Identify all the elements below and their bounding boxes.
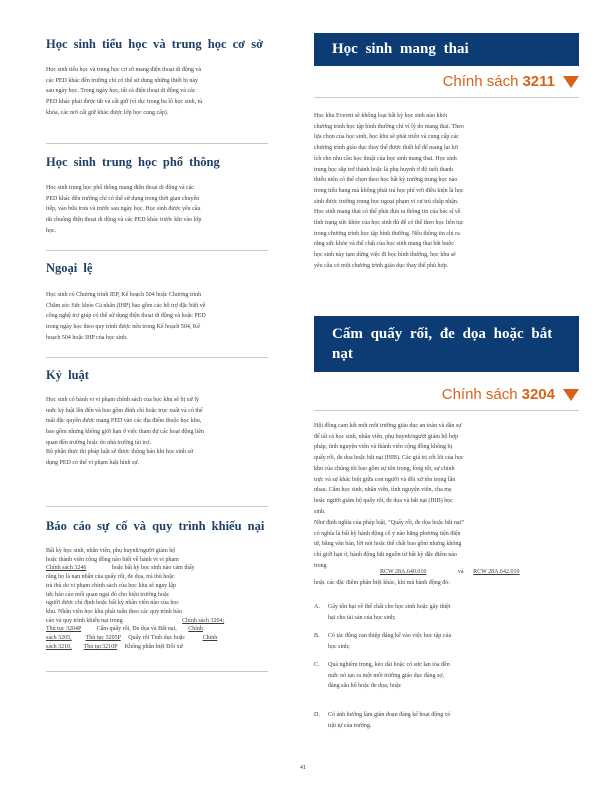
policy-3204-label: Chính sách 3204 — [314, 386, 579, 404]
divider — [46, 250, 268, 251]
divider — [46, 143, 268, 144]
heading-incident-reporting: Báo cáo sự cố và quy trình khiếu nại — [46, 519, 265, 533]
link-procedure-3204p[interactable]: Thủ tục 3204P — [46, 626, 82, 633]
link-policy-3205[interactable]: Chính — [188, 626, 203, 633]
link-procedure-3210p[interactable]: Thủ tục3210P — [83, 643, 118, 650]
discipline-text-2: Bộ phận thực thi pháp luật sẽ được thông báo khi học sinh sử dụng PED có thể vi phạm luật hình sự. — [46, 449, 194, 466]
policy-3211-label: Chính sách 3211 — [314, 73, 579, 91]
heading-primary-middle-school: Học sinh tiểu học và trung học cơ sở — [46, 37, 264, 51]
high-school-text: Học sinh trung học phổ thông mang điện thoại di động và các PED khác đến trường chỉ có thể sử dụng trong thời gian chuyển tiếp, vào bữa trưa và trước sau ngày học. Học sinh được yêu cầu tắt chuông điện thoại di động và các PED khác trước khi vào lớp học. — [46, 185, 202, 234]
link-rcw-28a-642-010[interactable]: RCW 28A.642.010 — [473, 569, 520, 575]
discipline-text: Học sinh có hành vi vi phạm chính sách của học khu sẽ bị xử lý mức kỷ luật lên đến và bao gồm đình chỉ hoặc trục xuất và có thể mất đặc quyền được mang PED vào các địa điểm thuộc học khu, bao gồm nhưng không giới hạn ở việc tham dự các hoạt động liên quan đến trường hoặc do nhà trường tài trợ. — [46, 397, 204, 446]
link-rcw-28a-640-010[interactable]: RCW 28A.640.010 — [380, 569, 427, 575]
divider — [46, 671, 268, 672]
divider — [314, 410, 579, 411]
link-policy-3246[interactable]: Chính sách 3246 — [46, 565, 87, 572]
triangle-down-icon — [563, 76, 579, 88]
link-procedure-3205p[interactable]: Thủ tục 3205P — [85, 635, 121, 642]
link-policy-3204[interactable]: Chính sách 3204 — [182, 617, 223, 624]
hib-definition-text-2: hoặc các đặc điểm phân biệt khác, khi mà hành động đó: — [314, 580, 450, 586]
exceptions-text: Học sinh có Chương trình IEP, Kế hoạch 504 hoặc Chương trình Chăm sóc Sức khỏe Cá nhân (IHP) bao gồm các hỗ trợ đặc biệt về công nghệ trợ giúp có thể sử dụng điện thoại di động và hoặc PED trong ngày học theo quy trình được nêu trong Kế hoạch 504, Kế hoạch 504 hoặc IHP của học sinh. — [46, 292, 206, 341]
rcw-references: RCW 28A.640.010 và RCW 28A.642.010 — [380, 569, 520, 575]
heading-high-school: Học sinh trung học phổ thông — [46, 155, 220, 169]
banner-pregnant-students: Học sinh mang thai — [314, 33, 579, 66]
hib-definition-text: Như định nghĩa của pháp luật, “Quấy rối, đe dọa hoặc bắt nạt” có nghĩa là bất kỳ hành động cố ý nào bằng phương tiện điện tử, bằng văn bản, lời nói hoặc thể chất bao gồm nhưng không chỉ giới hạn ở, hành động bắt nguồn từ bất kỳ đặc điểm nào trong — [314, 520, 464, 569]
link-policy-3210[interactable]: Chính — [202, 635, 218, 642]
page-number: 41 — [300, 765, 306, 771]
hib-policy-text: Hội đồng cam kết một môi trường giáo dục an toàn và dân sự để tất cả học sinh, nhân viên, phụ huynh/người giám hộ hợp pháp, tình nguyện viên và thành viên cộng đồng không bị quấy rối, đe dọa hoặc bắt nạt (HIB). Các giá trị cốt lõi của học khu của chúng tôi bao gồm sự tôn trọng, lòng tốt, sự chính trực và sự khác biệt giữa con người và đối xử tôn trọng lẫn nhau. Cấm học sinh, nhân viên, tình nguyện viên, cha mẹ hoặc người giám hộ quấy rối, đe dọa và bắt nạt (HIB) học sinh. — [314, 423, 464, 515]
divider — [46, 506, 268, 507]
banner-harassment-intimidation-bullying: Cấm quấy rối, đe dọa hoặc bắt nạt — [314, 316, 579, 372]
divider — [314, 97, 579, 98]
triangle-down-icon — [563, 389, 579, 401]
pregnant-students-text: Học khu Everett sẽ không loại bất kỳ học sinh nào khỏi chương trình học tập bình thường chỉ vì lý do mang thai. Theo lựa chọn của học sinh, học khu sẽ phát triển và cung cấp các chương trình giáo dục thay thế được thiết kế để mang lại lợi ích cho nhu cầu học thuật của học sinh mang thai. Học sinh trung học sắp trở thành hoặc là phụ huynh ở độ tuổi thanh thiếu niên có thể chọn theo học bất kỳ trường trung học nào trong tiểu bang mà không phải trả học phí với điều kiện là học sinh được trường trung học ngoại phạm vi cư trú chấp nhận. Học sinh mang thai có thể phải đưa ra thông tin của bác sĩ về tình trạng sức khỏe của học sinh đủ để có thể theo học liên tục trong chương trình học tập bình thường. Nếu thông tin chỉ ra rằng sức khỏe và thể chất của học sinh mang thai bắt buộc học sinh này tạm dừng việc đi học bình thường, học khu sẽ yêu cầu có một chương trình giáo dục thay thế phù hợp. — [314, 113, 464, 269]
incident-reporting-text: Bất kỳ học sinh, nhân viên, phụ huynh/người giám hộ hoặc thành viên cộng đồng nào biết về hành vi vi phạm Chính sách 3246 hoặc bất kỳ học sinh nào cảm thấy rằng họ là nạn nhân của quấy rối, đe dọa, trả thù hoặc trả thù do vi phạm chính sách của học khu sẽ ngay lập tức báo cáo mối quan ngại đó cho hiệu trưởng hoặc người được chỉ định hoặc bất kỳ nhân viên nào của học khu. Nhân viên học khu phải tuân theo các quy trình báo cáo và quy trình khiếu nại trong Chính sách 3204; Thủ tục 3204P Cấm quấy rối, Đe dọa và Bắt nạt, Chính sách 3205, Thủ tục 3205P Quấy rối Tình dục hoặc Chính sách 3210, Thủ tục3210P Không phân biệt Đối xử — [46, 548, 225, 650]
primary-middle-school-text: Học sinh tiểu học và trung học cơ sở mang điện thoại di động và các PED khác đến trường chỉ có thể sử dụng những thiết bị này sau ngày học. Trong ngày học, tất cả điện thoại di động và các PED khác phải được tắt và cất giữ (ví dụ: trong ba lô học sinh, tủ khóa, các nơi cất giữ khác được lớp học cung cấp). — [46, 67, 203, 116]
divider — [46, 357, 268, 358]
heading-exceptions: Ngoại lệ — [46, 261, 93, 275]
heading-discipline: Kỷ luật — [46, 368, 89, 382]
